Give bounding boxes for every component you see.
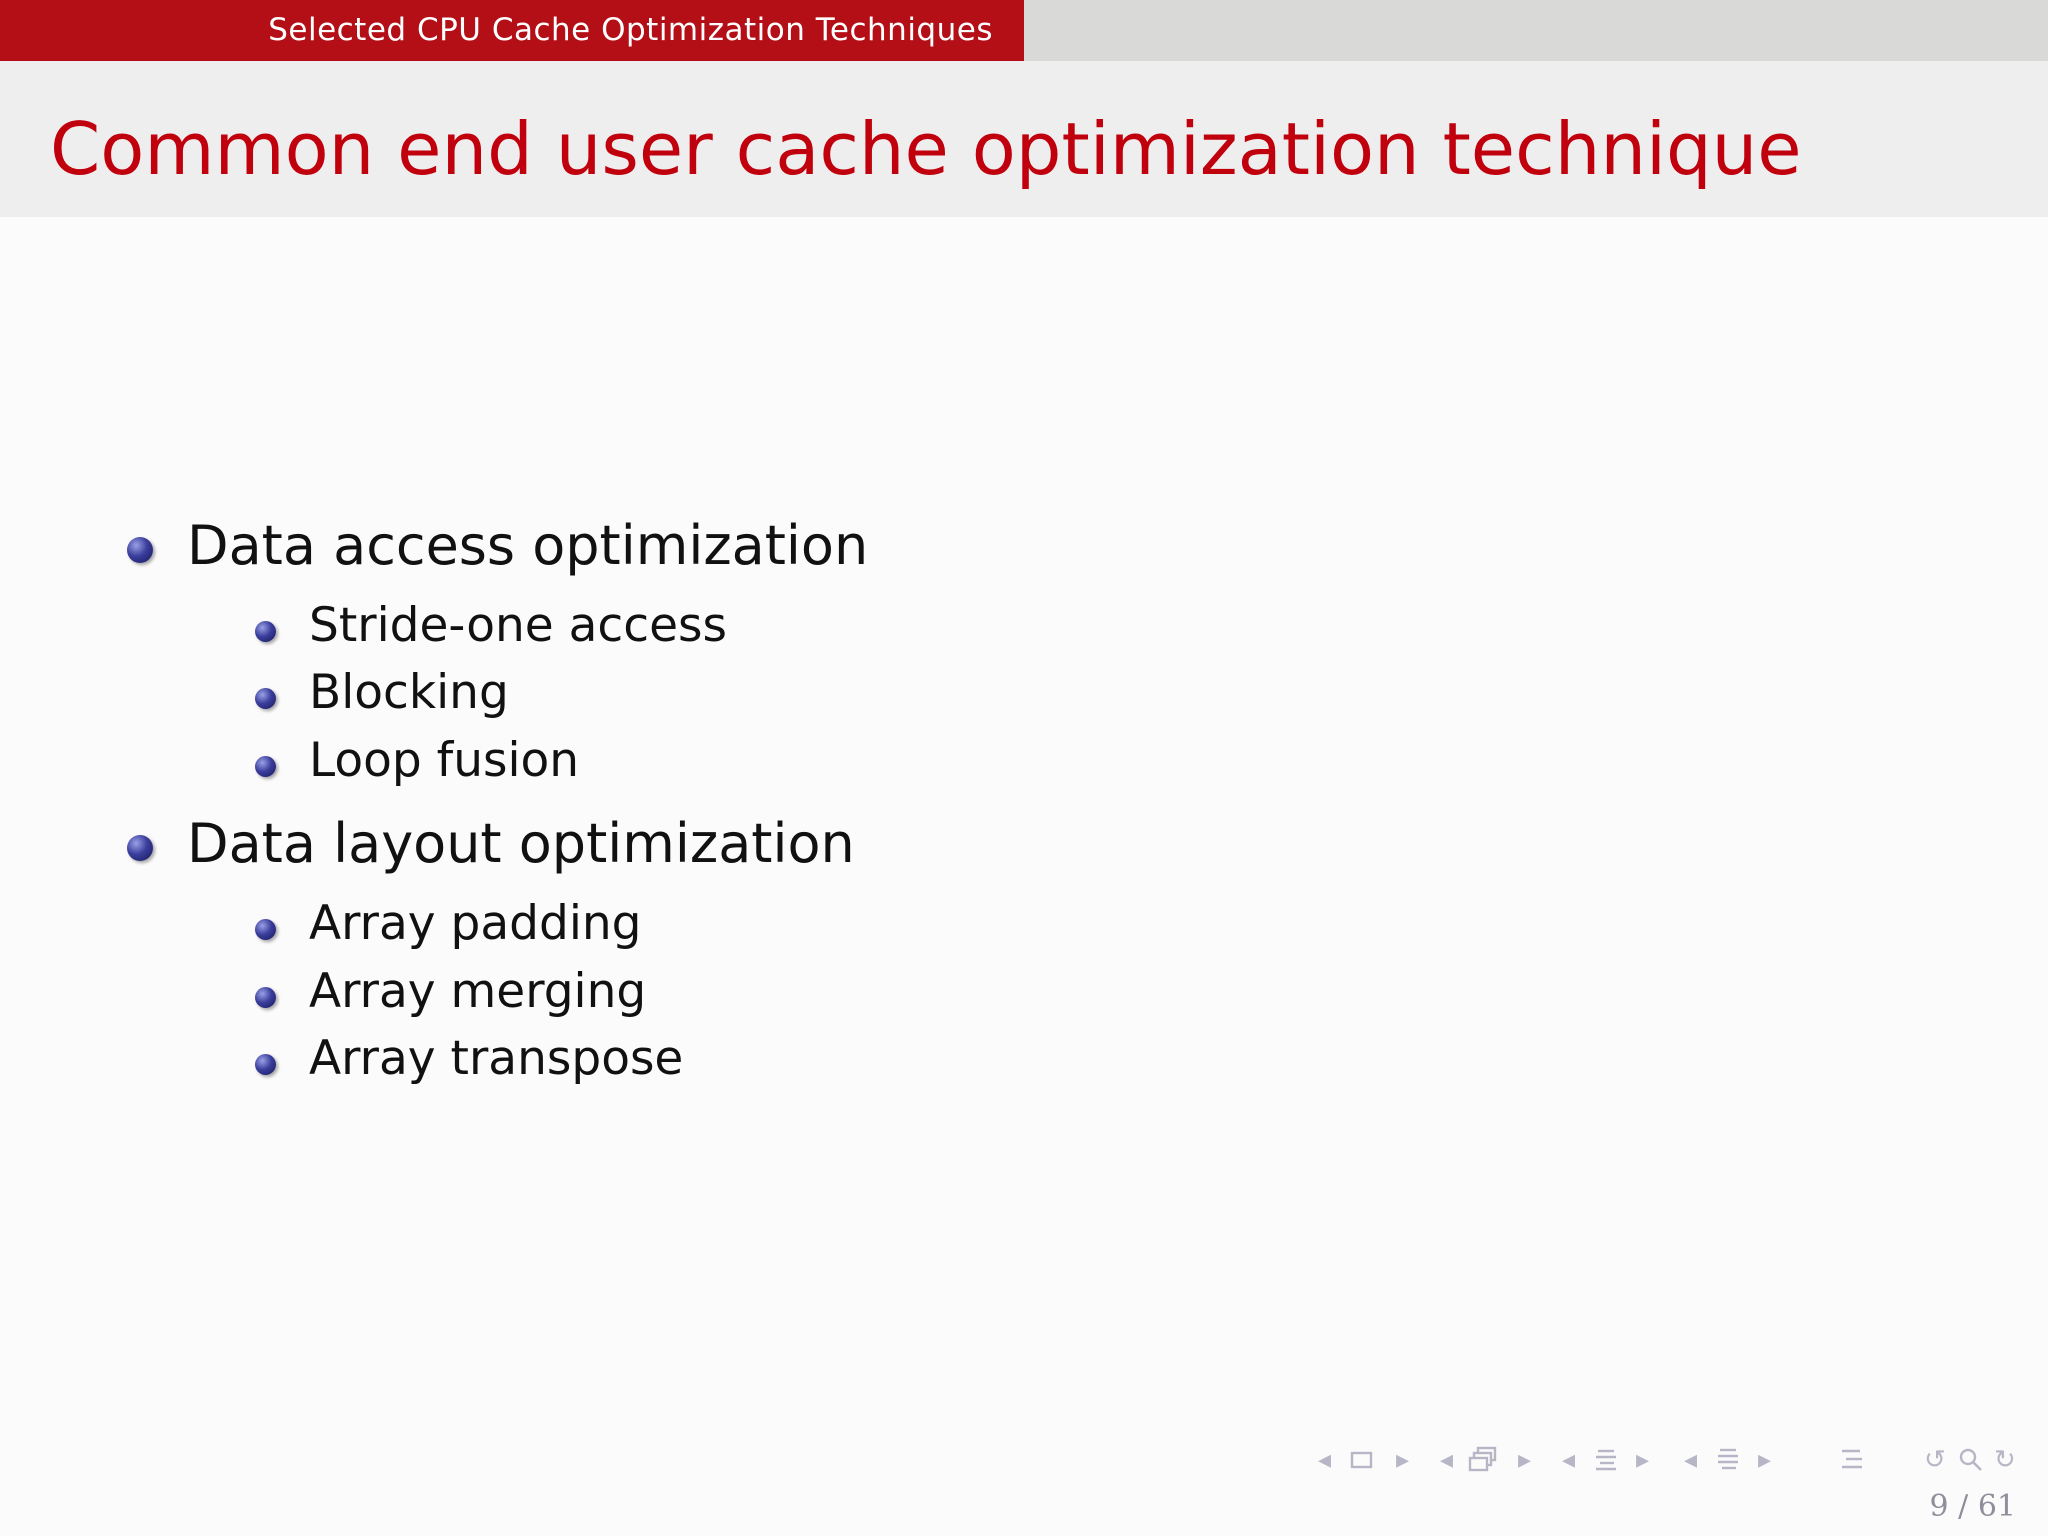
nav-next-part-icon[interactable]: ▸	[1758, 1445, 1772, 1475]
list-item-label: Data layout optimization	[187, 812, 855, 875]
list-item	[187, 511, 868, 581]
sub-list-item-label: Blocking	[309, 665, 509, 720]
nav-back-icon[interactable]: ↺	[1924, 1445, 1946, 1475]
sub-bullet-icon	[255, 688, 276, 709]
sub-list-item-label: Array merging	[309, 964, 647, 1019]
section-title[interactable]: Selected CPU Cache Optimization Techniques	[0, 0, 1024, 61]
nav-next-subsection-icon[interactable]: ▸	[1518, 1445, 1532, 1475]
sub-bullet-icon	[255, 756, 276, 777]
sub-list-item	[309, 893, 642, 955]
nav-section-icon[interactable]	[1594, 1443, 1620, 1482]
nav-prev-part-icon[interactable]: ◂	[1684, 1445, 1698, 1475]
nav-next-section-icon[interactable]: ▸	[1636, 1445, 1650, 1475]
list-item-label: Data access optimization	[187, 514, 869, 577]
sub-list-item	[309, 1028, 683, 1090]
nav-search-icon[interactable]	[1958, 1443, 1984, 1482]
sub-list-item-label: Array transpose	[309, 1031, 684, 1086]
sub-bullet-icon	[255, 987, 276, 1008]
bullet-icon	[127, 835, 153, 861]
nav-subsection-icon[interactable]	[1468, 1443, 1500, 1483]
nav-prev-section-icon[interactable]: ◂	[1562, 1445, 1576, 1475]
navigation-bar	[1318, 1443, 2028, 1477]
nav-prev-frame-icon[interactable]: ◂	[1318, 1445, 1332, 1475]
sub-list-item	[309, 595, 727, 657]
list-item	[187, 809, 855, 879]
sub-list-item-label: Array padding	[309, 896, 642, 951]
sub-list-item-label: Stride-one access	[309, 598, 727, 653]
bullet-icon	[127, 537, 153, 563]
sub-list-item-label: Loop fusion	[309, 733, 580, 788]
nav-outline-icon[interactable]	[1840, 1443, 1866, 1482]
nav-forward-icon[interactable]: ↻	[1994, 1445, 2016, 1475]
sub-list-item	[309, 662, 509, 724]
sub-list-item	[309, 961, 646, 1023]
sub-bullet-icon	[255, 621, 276, 642]
sub-list-item	[309, 730, 579, 792]
sub-bullet-icon	[255, 1054, 276, 1075]
nav-next-frame-icon[interactable]: ▸	[1396, 1445, 1410, 1475]
nav-prev-subsection-icon[interactable]: ◂	[1440, 1445, 1454, 1475]
page-number: 9 / 61	[1929, 1489, 2016, 1524]
nav-part-icon[interactable]	[1716, 1443, 1742, 1482]
frame-title: Common end user cache optimization technique	[50, 107, 1802, 191]
nav-frame-icon[interactable]	[1350, 1443, 1374, 1479]
sub-bullet-icon	[255, 919, 276, 940]
